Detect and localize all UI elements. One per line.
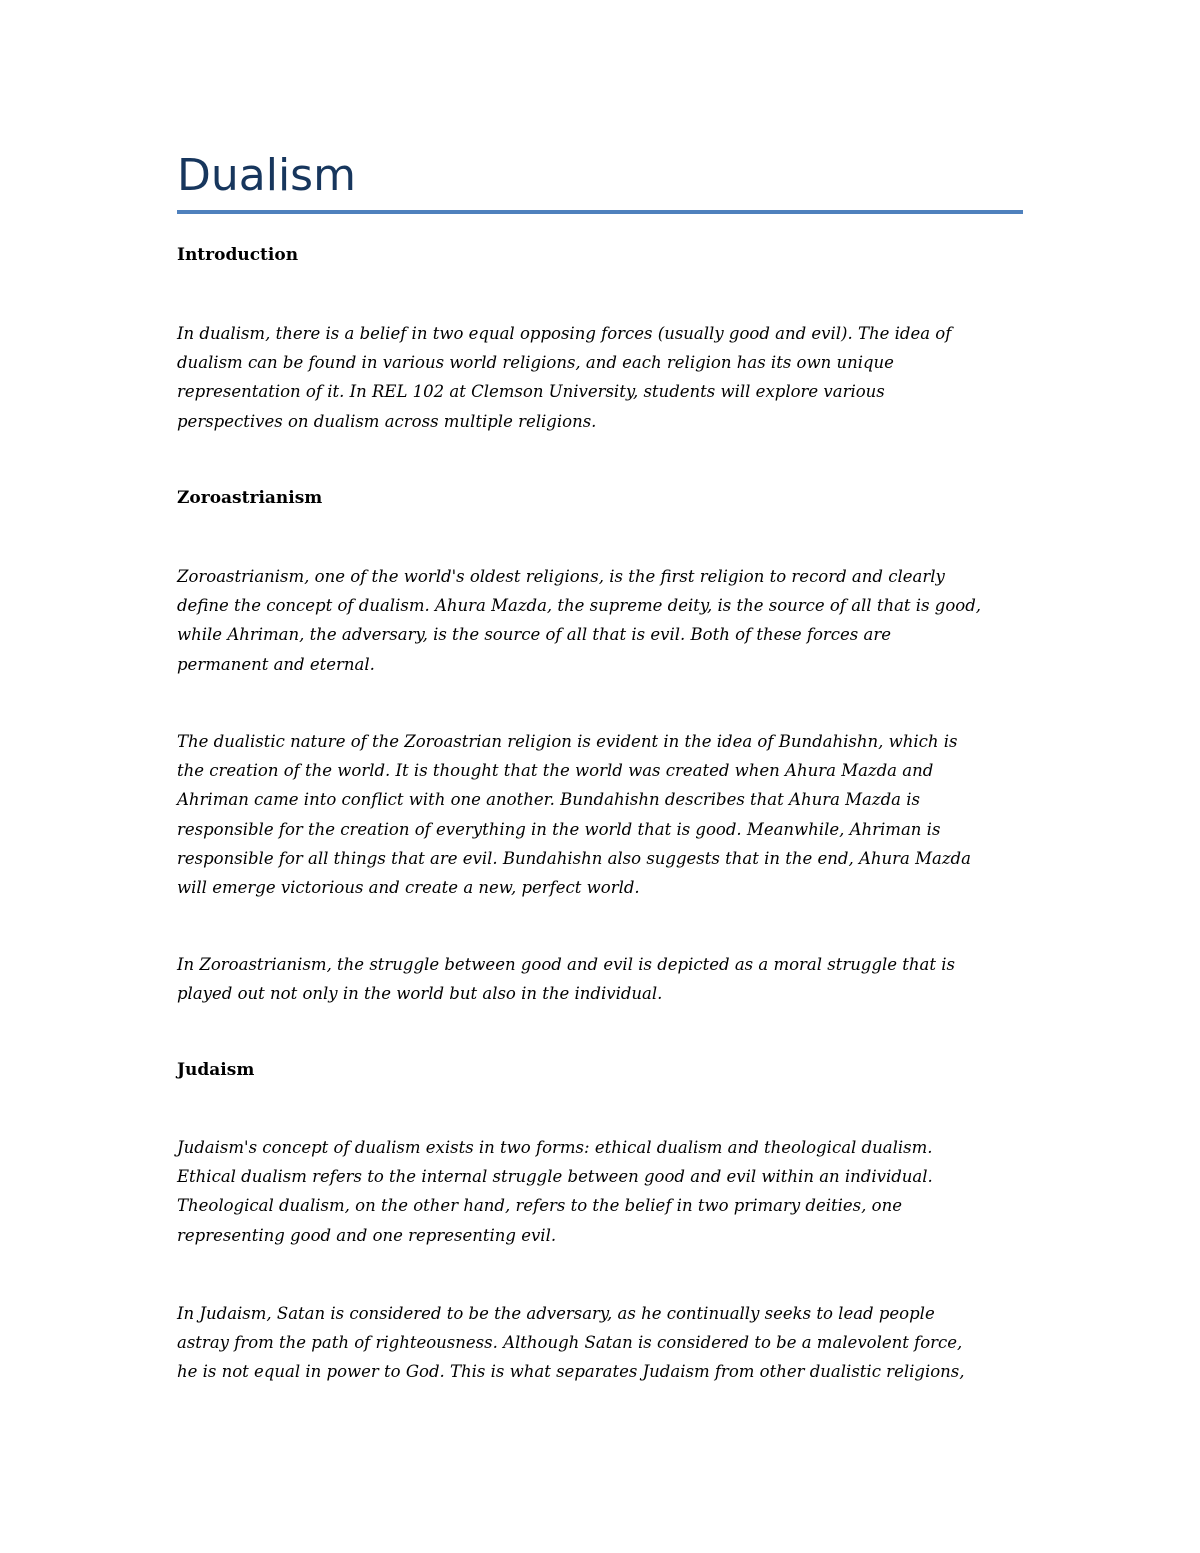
paragraph-zoroastrianism-3 [177, 950, 1023, 1008]
text-line: the creation of the world. It is thought that the world was created when Ahura Mazda and [177, 761, 934, 781]
text-line: he is not equal in power to God. This is what separates Judaism from other dualistic religions, [177, 1362, 965, 1382]
section-heading-zoroastrianism: Zoroastrianism [177, 488, 323, 508]
text-line: Theological dualism, on the other hand, refers to the belief in two primary deities, one [177, 1196, 902, 1216]
text-line: dualism can be found in various world religions, and each religion has its own unique [177, 353, 894, 373]
text-line: responsible for all things that are evil. Bundahishn also suggests that in the end, Ahura Mazda [177, 848, 971, 868]
text-line: Zoroastrianism, one of the world's oldest religions, is the first religion to record and clearly [177, 567, 945, 586]
text-line: The dualistic nature of the Zoroastrian religion is evident in the idea of Bundahishn, which is [177, 732, 958, 751]
section-heading-judaism: Judaism [177, 1060, 255, 1080]
text-line: Ahriman came into conflict with one another. Bundahishn describes that Ahura Mazda is [177, 790, 920, 810]
paragraph-introduction [177, 319, 1023, 436]
text-line: while Ahriman, the adversary, is the source of all that is evil. Both of these forces are [177, 625, 891, 645]
text-line: representing good and one representing evil. [177, 1225, 557, 1245]
paragraph-zoroastrianism-2 [177, 727, 1023, 902]
text-line: In dualism, there is a belief in two equal opposing forces (usually good and evil). The idea of [177, 324, 952, 343]
text-line: played out not only in the world but also in the individual. [177, 984, 663, 1004]
text-line: Judaism's concept of dualism exists in two forms: ethical dualism and theological dualism. [177, 1138, 933, 1157]
text-line: In Zoroastrianism, the struggle between good and evil is depicted as a moral struggle that is [177, 955, 956, 974]
text-line: permanent and eternal. [177, 654, 375, 674]
text-line: astray from the path of righteousness. Although Satan is considered to be a malevolent force, [177, 1333, 963, 1353]
text-line: define the concept of dualism. Ahura Mazda, the supreme deity, is the source of all that is good, [177, 596, 982, 616]
text-line: perspectives on dualism across multiple religions. [177, 411, 597, 431]
paragraph-zoroastrianism-1 [177, 562, 1023, 679]
text-line: Ethical dualism refers to the internal struggle between good and evil within an individual. [177, 1167, 933, 1187]
section-heading-introduction: Introduction [177, 245, 299, 265]
document-title: Dualism [177, 150, 356, 201]
text-line: responsible for the creation of everything in the world that is good. Meanwhile, Ahriman is [177, 819, 941, 839]
paragraph-judaism-1 [177, 1133, 1023, 1250]
text-line: In Judaism, Satan is considered to be the adversary, as he continually seeks to lead people [177, 1304, 935, 1323]
text-line: representation of it. In REL 102 at Clemson University, students will explore various [177, 382, 885, 402]
paragraph-judaism-2 [177, 1299, 1023, 1387]
text-line: will emerge victorious and create a new, perfect world. [177, 878, 640, 898]
title-underline [177, 210, 1023, 214]
